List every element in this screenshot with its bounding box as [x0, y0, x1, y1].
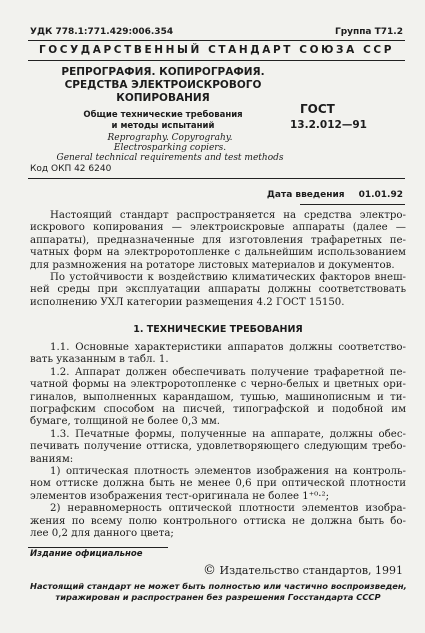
subtitle-line: Общие технические требования: [83, 110, 243, 120]
text-line: 2) неравномерность оптической плотности элементов изобра-: [50, 503, 406, 515]
text-line: исполнению УХЛ категории размещения 4.2 ГОСТ 15150.: [30, 296, 345, 308]
intro-date-label: Дата введения: [266, 190, 345, 200]
text-line: Настоящий стандарт распространяется на средства электро-: [50, 210, 406, 221]
group-code: Группа Т71.2: [334, 27, 403, 37]
section-text: [30, 342, 406, 541]
english-title-line: Reprography. Copyrograhy.: [107, 133, 233, 143]
text-line: искрового копирования — электроискровые аппараты (далее —: [30, 222, 406, 234]
document-title: [58, 66, 268, 105]
top-rule: [28, 40, 405, 41]
text-line: печивать получение оттиска, удовлетворяющего следующим требо-: [30, 441, 406, 453]
text-line: По устойчивости к воздействию климатических факторов внеш-: [50, 272, 406, 284]
section-title: 1. ТЕХНИЧЕСКИЕ ТРЕБОВАНИЯ: [133, 324, 303, 335]
subtitle-line: и методы испытаний: [111, 121, 215, 131]
text-line: аппараты), предназначенные для изготовления трафаретных пе-: [30, 234, 406, 246]
reproduction-notice: [30, 581, 406, 603]
text-line: лее 0,2 для данного цвета;: [30, 528, 174, 540]
text-line: пографским способом на писчей, типографской и подобной им: [30, 404, 406, 416]
copyright-text: Издательство стандартов, 1991: [219, 564, 403, 577]
okp-code: Код ОКП 42 6240: [30, 164, 112, 174]
text-line: 1.1. Основные характеристики аппаратов должны соответство-: [50, 342, 406, 353]
text-line: ней среды при эксплуатации аппараты должны соответствовать: [30, 284, 406, 296]
notice-line: тиражирован и распространен без разрешения Госстандарта СССР: [55, 592, 381, 602]
text-line: ном оттиске должна быть не менее 0,6 при оптической плотности: [30, 478, 406, 490]
gost-label: ГОСТ: [300, 102, 335, 116]
text-line: жения по всему полю контрольного оттиска не должна быть бо-: [30, 515, 406, 527]
gost-number: 13.2.012—91: [290, 119, 367, 131]
text-line: 1.2. Аппарат должен обеспечивать получение трафаретной пе-: [50, 366, 406, 378]
text-line: ваниям:: [30, 453, 74, 465]
footer-rule: [28, 547, 168, 548]
document-subtitle: [58, 110, 268, 132]
english-title-line: General technical requirements and test methods: [56, 153, 284, 163]
standard-banner: ГОСУДАРСТВЕННЫЙ СТАНДАРТ СОЮЗА ССР: [38, 44, 394, 56]
intro-text: [30, 210, 406, 309]
intro-date-value: 01.01.92: [358, 190, 403, 200]
copyright: [203, 563, 403, 578]
english-title-line: Electrosparking copiers.: [113, 143, 227, 153]
official-edition: Издание официальное: [30, 549, 143, 559]
text-line: элементов изображения тест-оригинала не более 1⁺⁰·²;: [30, 490, 330, 502]
udk-code: УДК 778.1:771.429:006.354: [30, 27, 174, 37]
date-rule: [300, 204, 405, 205]
text-line: чатных форм на электроротопленке с дальнейшим использованием: [30, 247, 406, 259]
text-line: вать указанным в табл. 1.: [30, 354, 169, 366]
copyright-icon: ©: [203, 563, 217, 578]
english-title: [30, 133, 310, 163]
banner-rule: [28, 60, 405, 61]
intro-date: [267, 190, 403, 200]
header-bottom-rule: [28, 178, 405, 179]
text-line: гиналов, выполненных карандашом, тушью, машинописным и ти-: [30, 391, 406, 403]
title-line: РЕПРОГРАФИЯ. КОПИРОГРАФИЯ.: [61, 66, 265, 78]
title-line: КОПИРОВАНИЯ: [116, 92, 210, 104]
text-line: бумаге, толщиной не более 0,3 мм.: [30, 416, 221, 428]
title-line: СРЕДСТВА ЭЛЕКТРОИСКРОВОГО: [64, 79, 262, 91]
text-line: 1) оптическая плотность элементов изображения на контроль-: [50, 466, 406, 478]
text-line: 1.3. Печатные формы, полученные на аппарате, должны обес-: [50, 428, 406, 440]
text-line: для размножения на ротаторе листовых материалов и документов.: [30, 259, 395, 271]
text-line: чатной формы на электроротопленке с черно-белых и цветных ори-: [30, 379, 406, 391]
notice-line: Настоящий стандарт не может быть полностью или частично воспроизведен,: [30, 581, 407, 591]
